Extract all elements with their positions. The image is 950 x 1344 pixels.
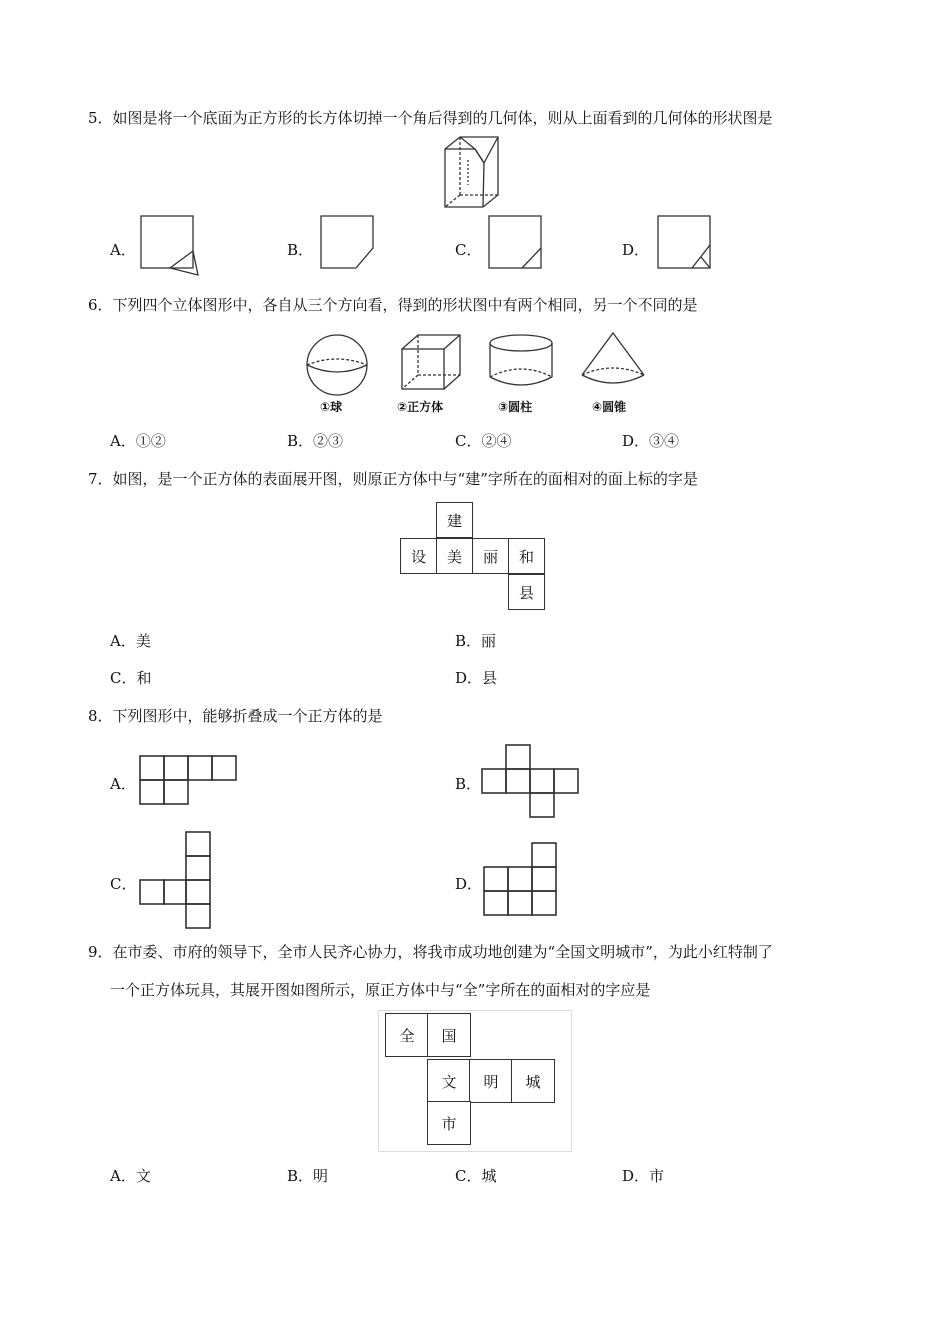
q8-option-d[interactable]: D． (455, 875, 483, 893)
net-cell-she: 设 (400, 538, 437, 574)
q5-option-b-figure (320, 215, 376, 271)
q7-option-b[interactable]: B．丽 (455, 632, 497, 650)
q5-option-a[interactable]: A． (110, 241, 136, 259)
net-cell-guo: 国 (427, 1013, 471, 1057)
q5-option-d[interactable]: D． (622, 241, 650, 259)
net-cell-he: 和 (508, 538, 545, 574)
q5-option-d-figure (657, 215, 713, 271)
q6-shape-label-1: ①球 (320, 400, 343, 414)
q8-option-a-net (138, 754, 242, 806)
q8-option-a[interactable]: A． (110, 775, 136, 793)
q5-option-c-figure (488, 215, 544, 271)
net-cell-quan: 全 (385, 1013, 429, 1057)
q8-option-c-net (138, 830, 214, 930)
q6-option-b[interactable]: B．②③ (287, 432, 344, 450)
cylinder-figure (488, 333, 554, 389)
q7-option-d[interactable]: D．县 (455, 669, 498, 687)
q8-option-d-net (482, 841, 562, 919)
q5-stem: 5．如图是将一个底面为正方形的长方体切掉一个角后得到的几何体，则从上面看到的几何体的形状图是 (88, 109, 773, 127)
net-cell-cheng: 城 (511, 1059, 555, 1103)
sphere-figure (305, 333, 369, 397)
q8-option-b[interactable]: B． (455, 775, 482, 793)
q9-option-c[interactable]: C．城 (455, 1167, 497, 1185)
q6-option-a[interactable]: A．①② (110, 432, 166, 450)
q7-stem: 7．如图，是一个正方体的表面展开图，则原正方体中与“建”字所在的面相对的面上标的字是 (88, 470, 698, 488)
q9-option-d[interactable]: D．市 (622, 1167, 665, 1185)
net-cell-wen: 文 (427, 1059, 471, 1103)
cube-figure (400, 333, 464, 393)
q8-stem: 8．下列图形中，能够折叠成一个正方体的是 (88, 707, 383, 725)
q5-option-b[interactable]: B． (287, 241, 314, 259)
net-cell-jian: 建 (436, 502, 473, 538)
q9-stem-line-2: 一个正方体玩具，其展开图如图所示，原正方体中与“全”字所在的面相对的字应是 (110, 981, 651, 999)
q6-option-d[interactable]: D．③④ (622, 432, 680, 450)
q6-shape-label-3: ③圆柱 (498, 400, 533, 414)
q5-option-a-figure (140, 215, 202, 277)
q6-shape-label-4: ④圆锥 (592, 400, 627, 414)
q7-option-a[interactable]: A．美 (110, 632, 151, 650)
q9-option-b[interactable]: B．明 (287, 1167, 329, 1185)
q9-option-a[interactable]: A．文 (110, 1167, 151, 1185)
q6-stem: 6．下列四个立体图形中，各自从三个方向看，得到的形状图中有两个相同，另一个不同的是 (88, 296, 698, 314)
q7-option-c[interactable]: C．和 (110, 669, 152, 687)
net-cell-mei: 美 (436, 538, 473, 574)
q7-cube-net (400, 502, 548, 612)
q6-shape-label-2: ②正方体 (397, 400, 444, 414)
net-cell-ming: 明 (469, 1059, 513, 1103)
q8-option-b-net (480, 743, 582, 819)
cone-figure (580, 331, 646, 389)
q9-cube-net (378, 1010, 572, 1152)
net-cell-shi: 市 (427, 1101, 471, 1145)
q6-option-c[interactable]: C．②④ (455, 432, 512, 450)
net-cell-xian: 县 (508, 574, 545, 610)
net-cell-li: 丽 (472, 538, 509, 574)
q8-option-c[interactable]: C． (110, 875, 137, 893)
q5-solid-figure (440, 135, 510, 213)
q9-stem-line-1: 9．在市委、市府的领导下，全市人民齐心协力，将我市成功地创建为“全国文明城市”，为此小红特制了 (88, 943, 773, 961)
q5-option-c[interactable]: C． (455, 241, 482, 259)
